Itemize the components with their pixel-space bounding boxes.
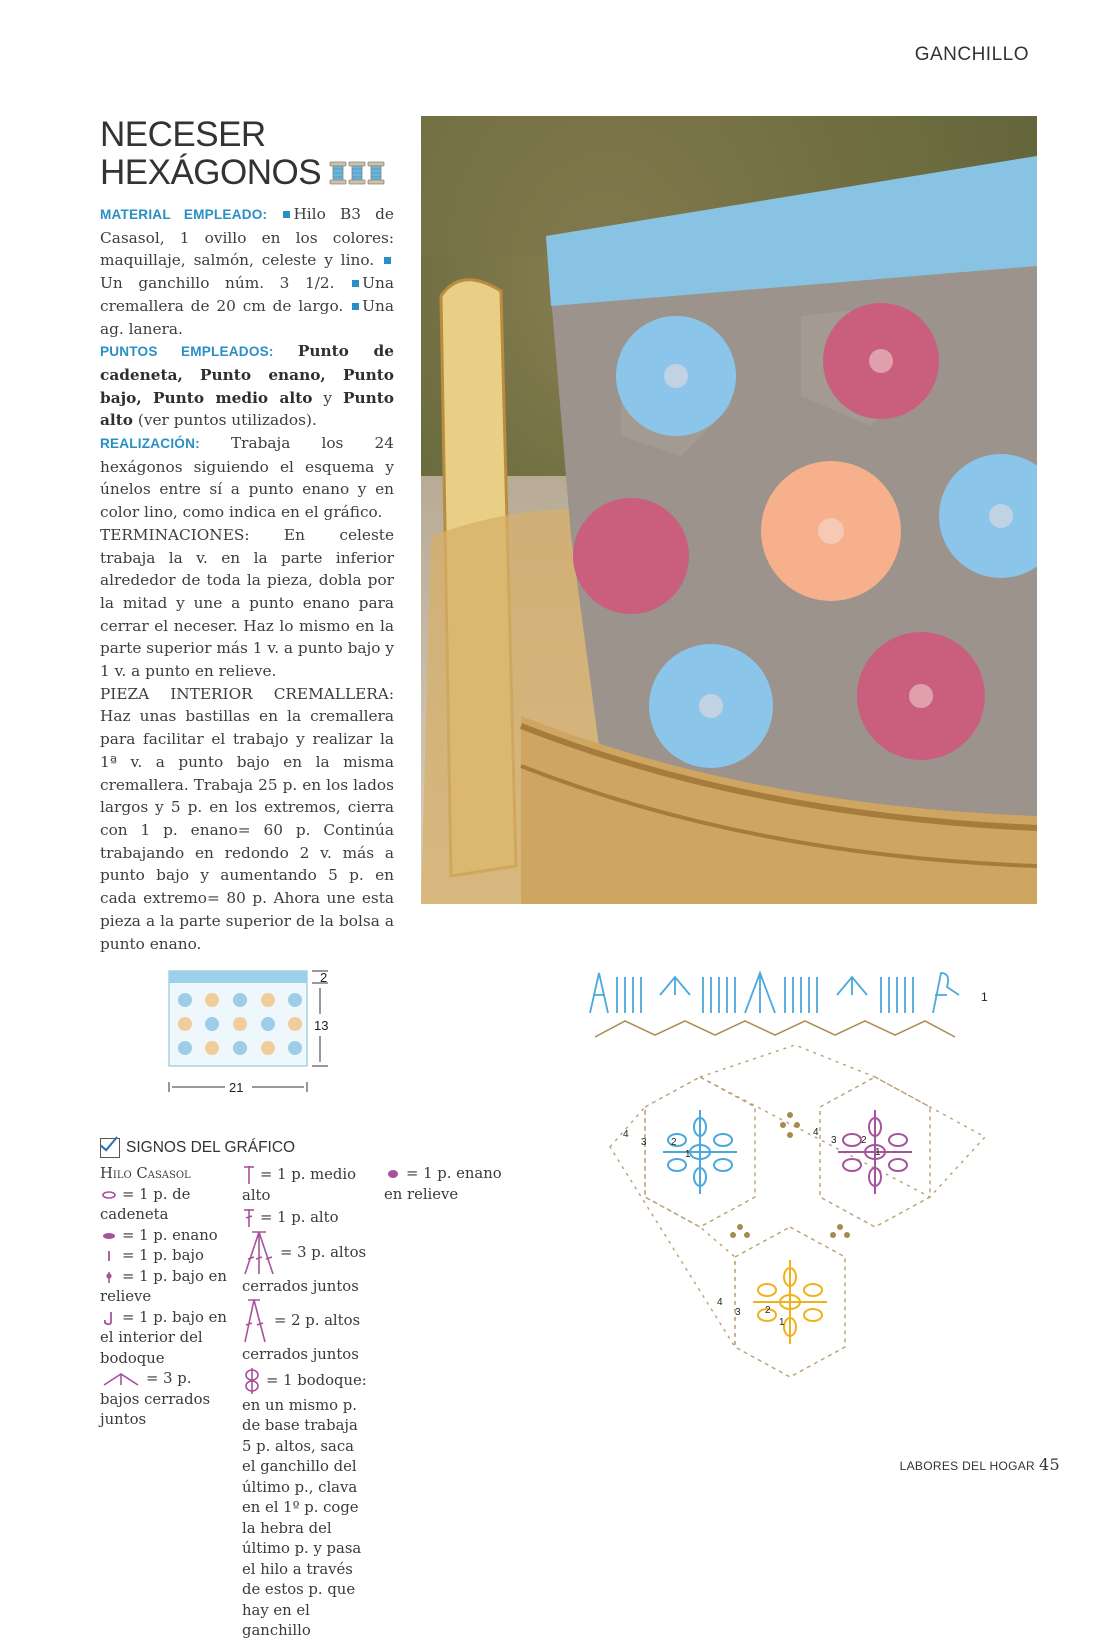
legend-text: = 1 p. bajo en el interior del bodoque bbox=[100, 1308, 227, 1367]
edge-row-stitches bbox=[590, 973, 959, 1013]
three-sc-together-icon bbox=[100, 1371, 142, 1387]
three-dc-together-icon bbox=[242, 1229, 276, 1277]
relief-slip-stitch-icon bbox=[384, 1168, 402, 1180]
difficulty-spools-icon bbox=[329, 156, 387, 194]
size-schematic bbox=[160, 962, 360, 1136]
round-label: 1 bbox=[779, 1317, 785, 1328]
legend-yarn: Hilo Casasol bbox=[100, 1165, 191, 1182]
legend-text: = 3 p. bajos cerrados juntos bbox=[100, 1370, 211, 1428]
legend-text: = 3 p. altos cerrados juntos bbox=[242, 1243, 367, 1295]
motif-yellow bbox=[753, 1260, 827, 1344]
legend-text: = 1 p. bajo bbox=[122, 1247, 204, 1264]
page-title bbox=[100, 116, 400, 194]
legend-item-cadeneta bbox=[100, 1185, 230, 1226]
legend-text: = 1 p. bajo en relieve bbox=[100, 1267, 227, 1305]
legend-text: = 1 bodoque: en un mismo p. de base trabaja 5 p. altos, saca el ganchillo del último p., clava en el 1º p. coge la hebra del último p. y pasa el hilo a través de estos p. que hay en el ganchillo bbox=[242, 1371, 367, 1639]
relief-single-crochet-icon bbox=[100, 1270, 118, 1284]
round-label: 3 bbox=[735, 1307, 741, 1318]
legend-item-bodoque bbox=[242, 1366, 367, 1642]
legend-item-bajo-relieve bbox=[100, 1267, 230, 1308]
legend-column-2 bbox=[242, 1164, 367, 1642]
pieza-paragraph: PIEZA INTERIOR CREMALLERA: Haz unas bastillas en la cremallera para facilitar el trabajo y realizar la 1ª v. a punto bajo en la misma cremallera. Trabaja 25 p. en los lados largos y 5 p. en los extremos, cierra con 1 p. enano= 60 p. Continúa trabajando en redondo 2 v. más a punto bajo y aumentando 5 p. en cada extremo= 80 p. Ahora une esta pieza a la parte superior de la bolsa a punto enano. bbox=[100, 684, 394, 953]
terminaciones-paragraph: TERMINACIONES: En celeste trabaja la v. en la parte inferior alrededor de toda la pieza, dobla por la mitad y une a punto enano para cerrar el neceser. Haz lo mismo en la parte superior más 1 v. a punto bajo y 1 v. a punto en relieve. bbox=[100, 525, 394, 681]
page-number: 45 bbox=[1039, 1455, 1060, 1474]
legend-text: = 1 p. de cadeneta bbox=[100, 1185, 191, 1223]
single-crochet-icon bbox=[100, 1249, 118, 1263]
legend-text: = 1 p. enano en relieve bbox=[384, 1165, 502, 1203]
legend-item-enano-relieve bbox=[384, 1164, 502, 1205]
legend-item-alto bbox=[242, 1207, 367, 1229]
round-label: 4 bbox=[623, 1129, 629, 1140]
material-item: Hilo B3 de Casasol, 1 ovillo en los colores: maquillaje, salmón, celeste y lino. bbox=[100, 205, 394, 270]
motif-blue bbox=[663, 1110, 737, 1194]
round-label: 1 bbox=[685, 1149, 691, 1160]
legend-item-tres-altos bbox=[242, 1229, 367, 1298]
round-label: 3 bbox=[641, 1137, 647, 1148]
hexagon-outlines bbox=[610, 1045, 985, 1377]
legend-item-dos-altos bbox=[242, 1297, 367, 1366]
puntos-paragraph bbox=[100, 340, 394, 432]
realizacion-label: REALIZACIÓN: bbox=[100, 436, 200, 452]
dim-height: 13 bbox=[314, 1018, 329, 1033]
bullet-square-icon bbox=[384, 257, 391, 264]
dim-width: 21 bbox=[229, 1080, 244, 1095]
title-line-1: NECESER bbox=[100, 115, 266, 154]
round-label: 4 bbox=[717, 1297, 723, 1308]
legend-text: = 1 p. alto bbox=[260, 1208, 339, 1226]
chart-row-label: 1 bbox=[981, 990, 988, 1004]
realizacion-text: Trabaja los 24 hexágonos siguiendo el esquema y únelos entre sí a punto enano y en color lino, como indica en el gráfico. bbox=[100, 434, 394, 522]
puntos-list: Punto de cadeneta, Punto enano, Punto bajo, Punto medio alto bbox=[100, 342, 394, 407]
material-label: MATERIAL EMPLEADO: bbox=[100, 207, 268, 222]
material-item: Un ganchillo núm. 3 1/2. bbox=[100, 274, 335, 293]
round-label: 3 bbox=[831, 1135, 837, 1146]
puntos-label: PUNTOS EMPLEADOS: bbox=[100, 344, 274, 360]
bobble-clusters bbox=[730, 1112, 850, 1238]
legend-column-3 bbox=[384, 1164, 502, 1205]
product-photo bbox=[421, 116, 1037, 904]
round-label: 2 bbox=[765, 1305, 771, 1316]
page-footer bbox=[900, 1455, 1060, 1474]
legend-item-medio-alto bbox=[242, 1164, 367, 1207]
two-dc-together-icon bbox=[242, 1297, 270, 1345]
double-crochet-icon bbox=[242, 1207, 256, 1229]
legend-text: = 1 p. enano bbox=[122, 1226, 218, 1244]
round-label: 2 bbox=[861, 1135, 867, 1146]
realizacion-paragraph bbox=[100, 432, 394, 524]
bullet-square-icon bbox=[352, 303, 359, 310]
section-label: GANCHILLO bbox=[914, 44, 1029, 65]
half-double-crochet-icon bbox=[242, 1164, 256, 1186]
magazine-name: LABORES DEL HOGAR bbox=[899, 1459, 1036, 1473]
instructions-text bbox=[100, 203, 394, 955]
bobble-stitch-icon bbox=[242, 1366, 262, 1396]
material-paragraph bbox=[100, 203, 394, 340]
slip-stitch-icon bbox=[100, 1231, 118, 1241]
legend-heading bbox=[100, 1138, 295, 1158]
inner-single-crochet-icon bbox=[100, 1310, 118, 1326]
bullet-square-icon bbox=[352, 280, 359, 287]
legend-title: SIGNOS DEL GRÁFICO bbox=[126, 1139, 296, 1156]
puntos-list-2: Punto alto bbox=[100, 388, 394, 430]
edge-row-chains bbox=[595, 1021, 955, 1037]
chain-stitch-icon bbox=[100, 1190, 118, 1200]
dim-top: 2 bbox=[320, 970, 328, 985]
material-item: Una ag. lanera. bbox=[100, 296, 394, 338]
legend-item-bajo-interior bbox=[100, 1308, 230, 1370]
checkmark-icon bbox=[100, 1138, 120, 1158]
legend-column-1 bbox=[100, 1164, 230, 1431]
title-line-2-text: HEXÁGONOS bbox=[100, 153, 322, 192]
legend-text: = 1 p. medio alto bbox=[242, 1166, 356, 1204]
puntos-note: (ver puntos utilizados). bbox=[137, 411, 317, 430]
material-item: Una cremallera de 20 cm de largo. bbox=[100, 274, 394, 315]
round-label: 1 bbox=[875, 1147, 881, 1158]
legend-item-enano bbox=[100, 1226, 230, 1247]
bullet-square-icon bbox=[283, 211, 290, 218]
title-line-2 bbox=[100, 154, 400, 194]
puntos-and: y bbox=[323, 388, 333, 407]
legend-item-bajo bbox=[100, 1246, 230, 1267]
round-label: 4 bbox=[813, 1127, 819, 1138]
legend-item-tres-bajos bbox=[100, 1369, 230, 1431]
crochet-chart bbox=[585, 965, 1005, 1449]
legend-text: = 2 p. altos cerrados juntos bbox=[242, 1312, 361, 1363]
round-label: 2 bbox=[671, 1137, 677, 1148]
